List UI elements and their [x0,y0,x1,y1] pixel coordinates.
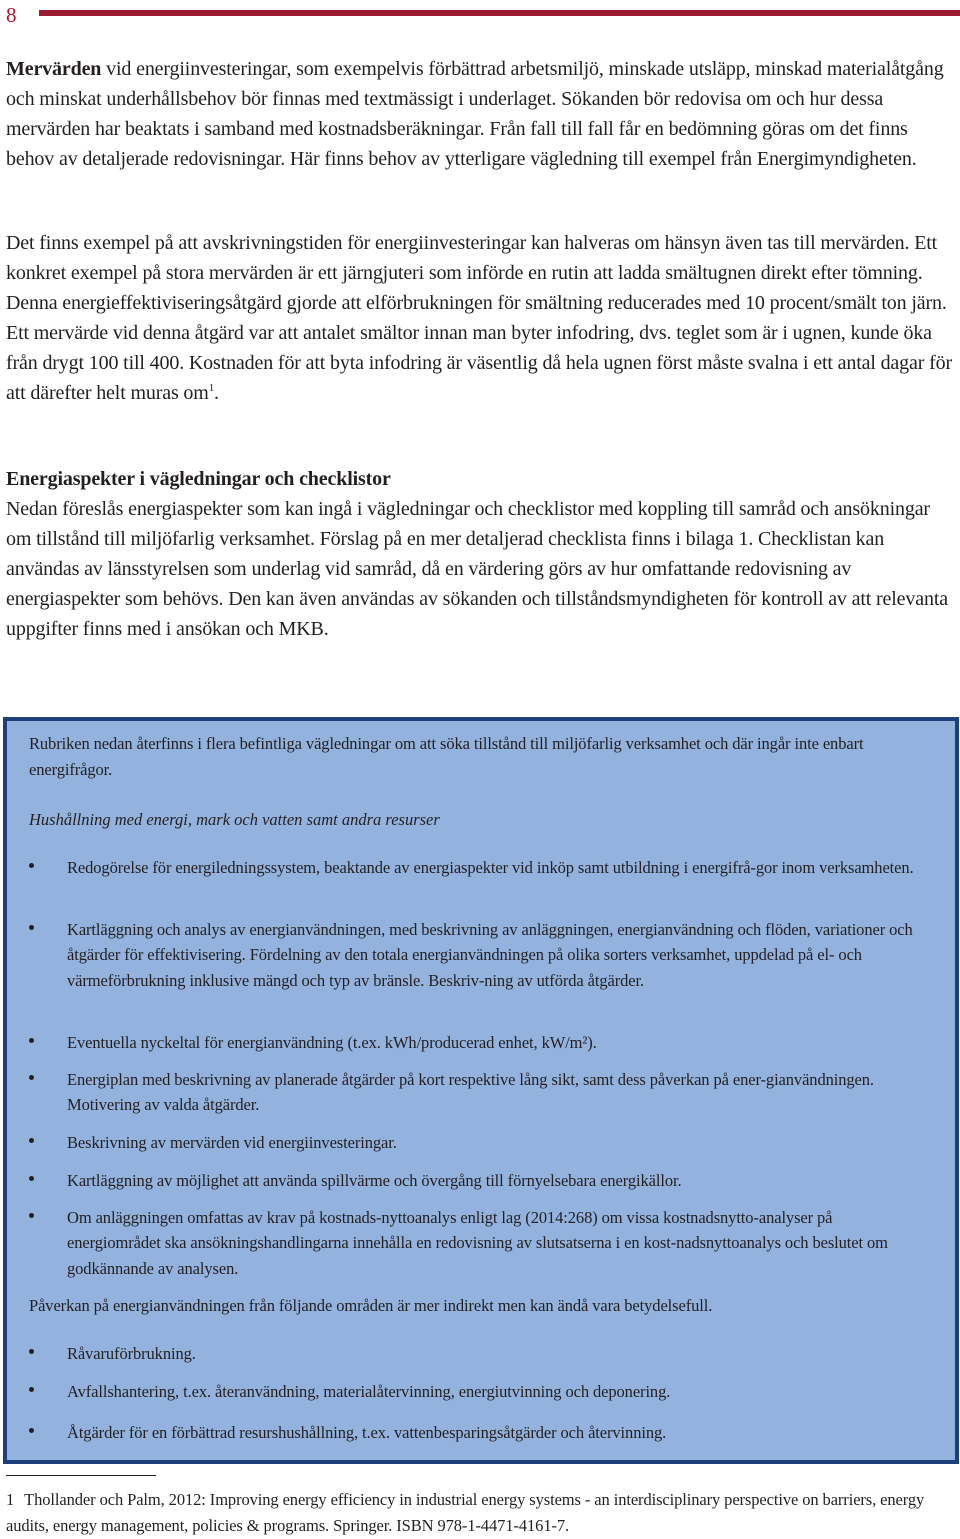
lead-in-term: Mervärden [6,58,102,80]
list-item-text: Redogörelse för energiledningssystem, beaktande av energiaspekter vid inköp samt utbildning i energifrå-gor inom verksamheten. [67,858,914,877]
footnote-text: Thollander och Palm, 2012: Improving energy efficiency in industrial energy systems - an interdisciplinary perspective on barriers, energy audits, energy management, policies & programs. Springer. ISBN 978-1-4471-4161-7. [6,1490,925,1535]
list-item-text: Kartläggning av möjlighet att använda spillvärme och övergång till förnyelsebara energikällor. [67,1171,682,1190]
bullet-icon [29,1138,34,1143]
info-box [3,717,959,1464]
section-energiaspekter [6,464,956,644]
list-item-text: Åtgärder för en förbättrad resurshushållning, t.ex. vattenbesparingsåtgärder och återvinning. [67,1423,667,1442]
footnote [6,1487,936,1539]
list-item-text: Energiplan med beskrivning av planerade åtgärder på kort respektive lång sikt, samt dess påverkan på ener-gianvändningen. Motivering av valda åtgärder. [67,1070,874,1115]
paragraph-mervarden [6,54,956,174]
bullet-icon [29,1075,34,1080]
page-number: 8 [6,3,17,27]
paragraph-avskrivning [6,228,956,408]
footnote-rule [6,1475,156,1476]
header-rule [39,10,960,16]
bullet-icon [29,925,34,930]
list-item-text: Eventuella nyckeltal för energianvändning (t.ex. kWh/producerad enhet, kW/m²). [67,1033,597,1052]
paragraph-text: Det finns exempel på att avskrivningstiden för energiinvesteringar kan halveras om hänsyn även tas till mervärden. Ett konkret exempel på stora mervärden är ett järngjuteri som införde en rutin att ladda smältugnen direkt efter tömning. Denna energieffektiviseringsåtgärd gjorde att elförbrukningen för smältning reducerades med 10 procent/smält ton järn. Ett mervärde vid denna åtgärd var att antalet smältor innan man byter infodring, dvs. teglet som är i ugnen, kunde öka från drygt 100 till 400. Kostnaden för att byta infodring är väsentlig då hela ugnen först måste svalna i ett antal dagar för att därefter helt muras om [6,232,952,404]
list-item-text: Kartläggning och analys av energianvändningen, med beskrivning av anläggningen, energianvändning och flöden, variationer och åtgärder för effektivisering. Fördelning av den totala energianvändningen på olika sorters verksamhet, uppdelad på el- och värmeförbrukning inklusive mängd och typ av bränsle. Beskriv-ning av utförda åtgärder. [67,920,913,990]
footnote-reference: 1 [208,382,215,394]
bullet-icon [29,1428,34,1433]
paragraph-end: . [214,382,219,404]
box-subheading: Hushållning med energi, mark och vatten samt andra resurser [29,810,440,829]
bullet-icon [29,1038,34,1043]
bullet-icon [29,1349,34,1354]
paragraph-text: vid energiinvesteringar, som exempelvis förbättrad arbetsmiljö, minskade utsläpp, minskad materialåtgång och minskat underhållsbehov bör finnas med textmässigt i underlaget. Sökanden bör redovisa om och hur dessa mervärden har beaktats i samband med kostnadsberäkningar. Från fall till fall får en bedömning göras om det finns behov av detaljerade redovisningar. Här finns behov av ytterligare vägledning till exempel från Energimyndigheten. [6,58,944,170]
bullet-icon [29,1213,34,1218]
bullet-icon [29,1176,34,1181]
section-heading: Energiaspekter i vägledningar och checklistor [6,468,391,490]
list-item-text: Beskrivning av mervärden vid energiinvesteringar. [67,1133,397,1152]
box-intro: Rubriken nedan återfinns i flera befintliga vägledningar om att söka tillstånd till miljöfarlig verksamhet och där ingår inte enbart energifrågor. [29,734,864,779]
paragraph-text: Nedan föreslås energiaspekter som kan ingå i vägledningar och checklistor med koppling till samråd och ansökningar om tillstånd till miljöfarlig verksamhet. Förslag på en mer detaljerad checklista finns i bilaga 1. Checklistan kan användas av länsstyrelsen som underlag vid samråd, då en värdering görs av hur omfattande redovisning av energiaspekter som behövs. Den kan även användas av sökanden och tillståndsmyndigheten för kontroll av att relevanta uppgifter finns med i ansökan och MKB. [6,498,948,640]
bullet-icon [29,863,34,868]
list-item-text: Råvaruförbrukning. [67,1344,196,1363]
list-item-text: Om anläggningen omfattas av krav på kostnads-nyttoanalys enligt lag (2014:268) om vissa kostnadsnytto-analyser på energiområdet ska ansökningshandlingarna innehålla en redovisning av slutsatserna i en kost-nadsnyttoanalys och beslutet om godkännande av analysen. [67,1208,888,1278]
list-item-text: Avfallshantering, t.ex. återanvändning, materialåtervinning, energiutvinning och deponering. [67,1382,671,1401]
footnote-number: 1 [6,1490,15,1509]
bullet-icon [29,1387,34,1392]
box-indirect-note: Påverkan på energianvändningen från följande områden är mer indirekt men kan ändå vara betydelsefull. [29,1296,713,1315]
